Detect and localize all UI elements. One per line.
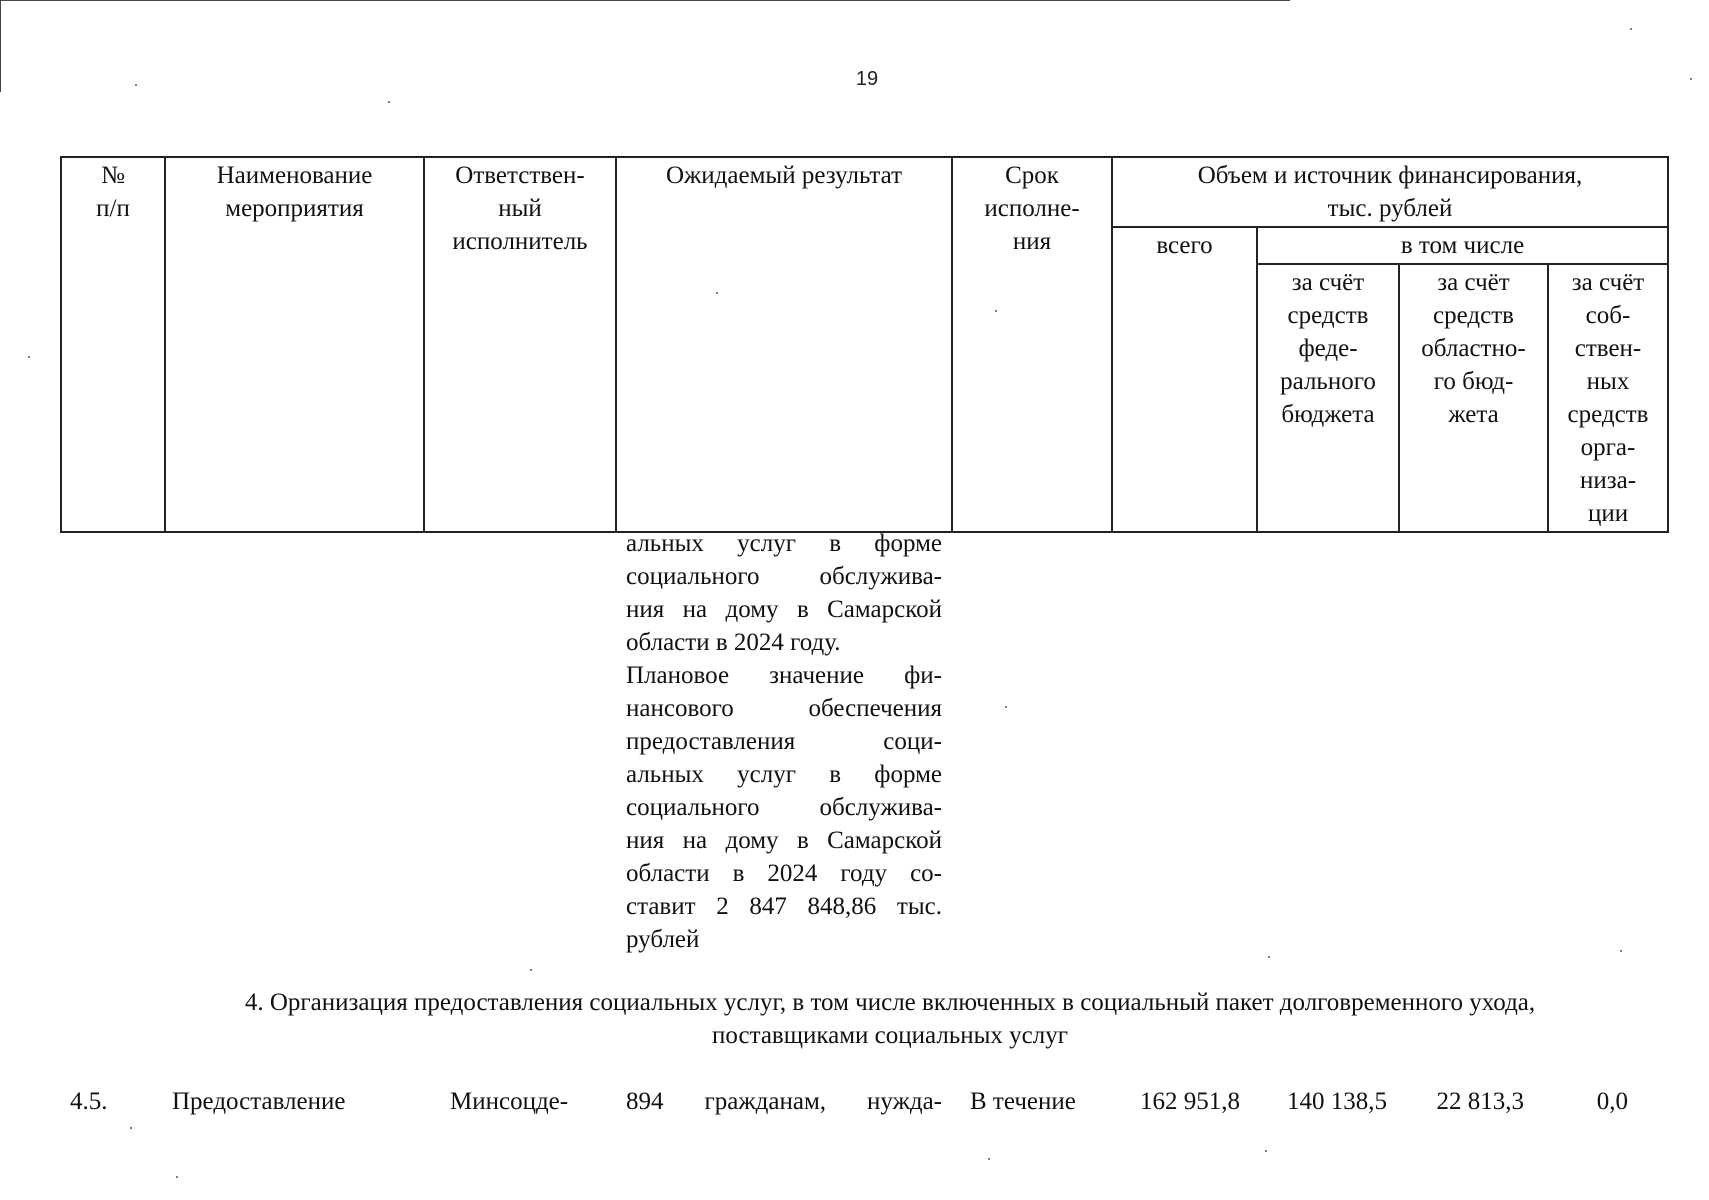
header-funding: Объем и источник финансирования, тыс. рублей [1112, 157, 1668, 227]
result-line: социального обслужива- [626, 563, 942, 590]
result-line: альных услуг в форме [626, 530, 942, 557]
row-activity-name: Предоставление [172, 1088, 346, 1115]
section-heading-line: поставщиками социальных услуг [712, 1022, 1068, 1049]
scan-speck [1630, 28, 1632, 30]
scan-speck [28, 356, 30, 358]
scan-speck [176, 1176, 178, 1178]
result-line: ния на дому в Самарской [626, 827, 942, 854]
scan-speck [135, 84, 137, 86]
scan-speck [988, 1158, 990, 1160]
header-total: всего [1112, 227, 1257, 532]
scan-speck [995, 310, 997, 312]
row-term: В течение [970, 1088, 1076, 1115]
result-line: социального обслужива- [626, 794, 942, 821]
scan-speck [1690, 78, 1692, 80]
scan-speck [388, 101, 390, 103]
row-result: 894 гражданам, нужда- [626, 1088, 942, 1115]
scan-edge-top [0, 0, 1290, 1]
header-federal: за счёт средств феде- рального бюджета [1257, 264, 1399, 532]
header-own: за счёт соб- ствен- ных средств орга- низа- ции [1548, 264, 1668, 532]
header-name: Наименование мероприятия [165, 157, 424, 532]
scan-speck [130, 1127, 132, 1129]
header-result: Ожидаемый результат [616, 157, 952, 532]
row-total: 162 951,8 [1140, 1088, 1240, 1115]
section-heading-line: 4. Организация предоставления социальных услуг, в том числе включенных в социальный пакет долговременного ухода, [244, 989, 1536, 1016]
header-regional: за счёт средств областно- го бюд- жета [1399, 264, 1548, 532]
result-line: ставит 2 847 848,86 тыс. [626, 893, 942, 920]
result-line: рублей [626, 926, 700, 953]
result-line: альных услуг в форме [626, 761, 942, 788]
section-heading [100, 986, 1680, 1052]
result-line: области в 2024 году со- [626, 860, 942, 887]
header-num: № п/п [61, 157, 165, 532]
page-number: 19 [855, 68, 879, 90]
row-regional: 22 813,3 [1436, 1088, 1524, 1115]
table-header [60, 156, 1669, 533]
scan-speck [716, 292, 718, 294]
header-term: Срок исполне- ния [952, 157, 1112, 532]
result-line: ния на дому в Самарской [626, 596, 942, 623]
result-continuation [626, 527, 942, 956]
header-executor: Ответствен- ный исполнитель [424, 157, 616, 532]
result-line: области в 2024 году. [626, 629, 841, 656]
row-number: 4.5. [70, 1088, 108, 1115]
scan-speck [1005, 706, 1007, 708]
row-own: 0,0 [1596, 1088, 1628, 1115]
scan-speck [530, 969, 532, 971]
scan-speck [1265, 1150, 1267, 1152]
result-line: нансового обеспечения [626, 695, 942, 722]
header-including: в том числе [1257, 227, 1668, 264]
table-row-4-5 [0, 1085, 1709, 1119]
result-line: Плановое значение фи- [626, 662, 942, 689]
row-executor: Минсоцде- [450, 1088, 569, 1115]
result-line: предоставления соци- [626, 728, 942, 755]
scan-speck [1268, 956, 1270, 958]
scan-speck [1620, 950, 1622, 952]
row-federal: 140 138,5 [1287, 1088, 1387, 1115]
